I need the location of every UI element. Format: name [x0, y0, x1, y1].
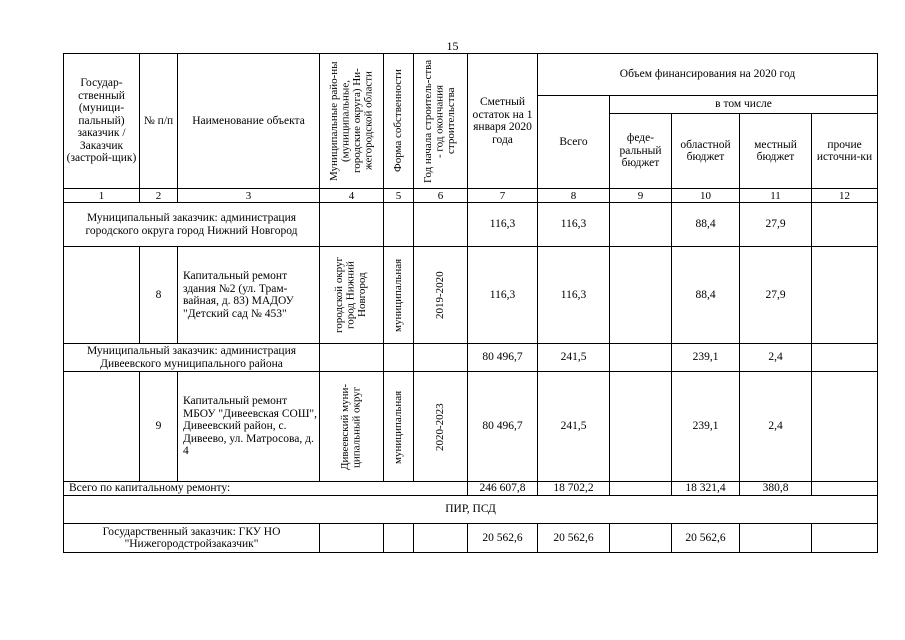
- object-ownership: муниципальная: [391, 389, 404, 464]
- header-ownership-text: Форма собственности: [391, 69, 404, 173]
- total-value: 20 562,6: [538, 524, 610, 553]
- header-district-text: Муниципальные райо-ны (муниципальные, городские округа) Ни-жегородской области: [327, 61, 374, 181]
- col-number: 9: [610, 189, 672, 203]
- customer-row: [64, 524, 878, 553]
- col-number: 8: [538, 189, 610, 203]
- regional-value: 88,4: [672, 247, 740, 344]
- total-value: 241,5: [538, 344, 610, 372]
- local-value: 27,9: [740, 247, 812, 344]
- header-financing: Объем финансирования на 2020 год: [538, 54, 878, 96]
- object-number: 8: [140, 247, 178, 344]
- header-customer: Государ-ственный (муници-пальный) заказчик / Заказчик (застрой-щик): [64, 54, 140, 189]
- local-value: 380,8: [740, 482, 812, 496]
- header-including: в том числе: [610, 96, 878, 114]
- customer-row: [64, 203, 878, 247]
- object-name: Капитальный ремонт МБОУ "Дивеевская СОШ", Дивеевский район, с. Дивеево, ул. Матросова, д. 4: [178, 372, 320, 482]
- col-number: 11: [740, 189, 812, 203]
- local-value: 2,4: [740, 344, 812, 372]
- object-name: Капитальный ремонт здания №2 (ул. Трам-вайная, д. 83) МАДОУ "Детский сад № 453": [178, 247, 320, 344]
- col-number: 6: [414, 189, 468, 203]
- object-years: 2020-2023: [433, 402, 446, 451]
- col-number: 12: [812, 189, 878, 203]
- customer-name: Государственный заказчик: ГКУ НО "Нижегородстройзаказчик": [64, 524, 320, 553]
- col-number: 1: [64, 189, 140, 203]
- col-number: 4: [320, 189, 384, 203]
- page-number: 15: [446, 39, 459, 53]
- customer-name: Муниципальный заказчик: администрация Дивеевского муниципального района: [64, 344, 320, 372]
- regional-value: 20 562,6: [672, 524, 740, 553]
- section-title: ПИР, ПСД: [64, 496, 878, 524]
- estimate-balance: 116,3: [468, 247, 538, 344]
- total-value: 241,5: [538, 372, 610, 482]
- object-row: [64, 247, 878, 344]
- header-other: прочие источни-ки: [812, 114, 878, 189]
- object-district: городской округ город Нижний Новгород: [333, 256, 369, 334]
- header-object-name: Наименование объекта: [178, 54, 320, 189]
- total-label: Всего по капитальному ремонту:: [64, 482, 468, 496]
- regional-value: 239,1: [672, 344, 740, 372]
- header-federal: феде-ральный бюджет: [610, 114, 672, 189]
- regional-value: 18 321,4: [672, 482, 740, 496]
- total-value: 116,3: [538, 203, 610, 247]
- header-years-text: Год начала строитель-ства - год окончания строительства: [422, 59, 458, 183]
- estimate-balance: 20 562,6: [468, 524, 538, 553]
- local-value: 27,9: [740, 203, 812, 247]
- header-total: Всего: [538, 96, 610, 189]
- local-value: 2,4: [740, 372, 812, 482]
- object-ownership: муниципальная: [391, 258, 404, 332]
- object-number: 9: [140, 372, 178, 482]
- object-row: [64, 372, 878, 482]
- header-estimate-balance: Сметный остаток на 1 января 2020 года: [468, 54, 538, 189]
- section-row: [64, 496, 878, 524]
- estimate-balance: 246 607,8: [468, 482, 538, 496]
- estimate-balance: 80 496,7: [468, 344, 538, 372]
- object-years: 2019-2020: [433, 271, 446, 319]
- total-value: 18 702,2: [538, 482, 610, 496]
- estimate-balance: 116,3: [468, 203, 538, 247]
- col-number: 5: [384, 189, 414, 203]
- col-number: 7: [468, 189, 538, 203]
- financing-table: [63, 53, 878, 553]
- header-regional: областной бюджет: [672, 114, 740, 189]
- header-number: № п/п: [140, 54, 178, 189]
- header-ownership: [384, 54, 414, 189]
- customer-name: Муниципальный заказчик: администрация городского округа город Нижний Новгород: [64, 203, 320, 247]
- estimate-balance: 80 496,7: [468, 372, 538, 482]
- header-years: [414, 54, 468, 189]
- total-value: 116,3: [538, 247, 610, 344]
- col-number: 10: [672, 189, 740, 203]
- customer-row: [64, 344, 878, 372]
- regional-value: 239,1: [672, 372, 740, 482]
- col-number: 3: [178, 189, 320, 203]
- total-row: [64, 482, 878, 496]
- header-district: [320, 54, 384, 189]
- header-local: местный бюджет: [740, 114, 812, 189]
- regional-value: 88,4: [672, 203, 740, 247]
- object-district: Дивеевский муни-ципальный округ: [339, 383, 363, 470]
- column-numbers-row: [64, 189, 878, 203]
- col-number: 2: [140, 189, 178, 203]
